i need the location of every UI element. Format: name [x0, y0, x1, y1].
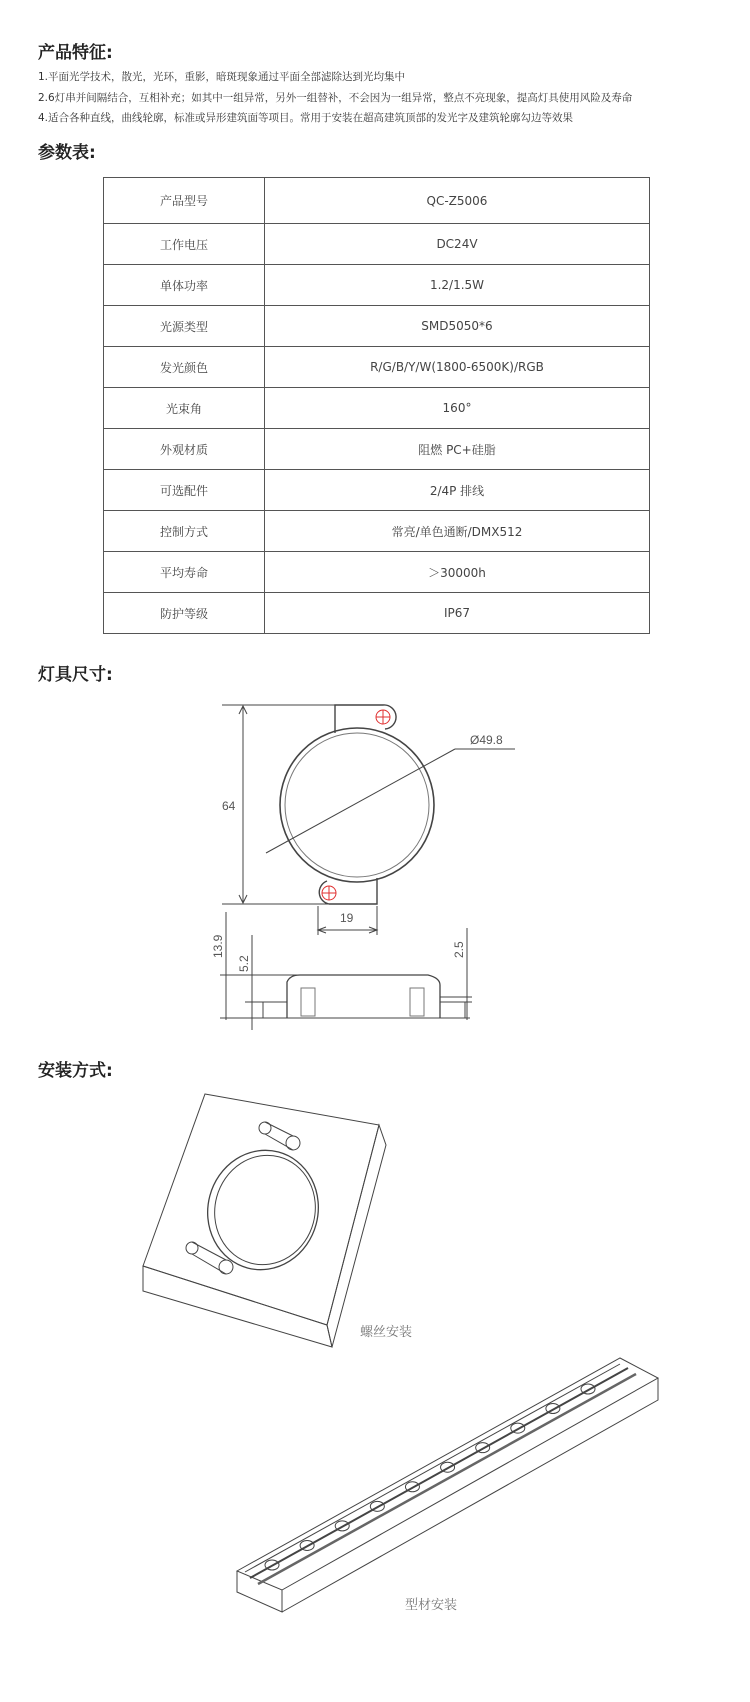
param-value: ＞30000h [265, 552, 650, 593]
param-value: DC24V [265, 224, 650, 265]
dimensions-title: 灯具尺寸: [38, 665, 113, 685]
param-key: 可选配件 [104, 470, 265, 511]
param-key: 单体功率 [104, 265, 265, 306]
feature-line: 1.平面光学技术，散光，光环，重影，暗斑现象通过平面全部滤除达到光均集中 [38, 71, 406, 83]
screw-install-drawing [143, 1094, 386, 1347]
param-key: 外观材质 [104, 429, 265, 470]
profile-install-drawing [237, 1358, 658, 1612]
tab-width-label: 19 [340, 911, 354, 925]
param-value: SMD5050*6 [265, 306, 650, 347]
params-title: 参数表: [38, 143, 96, 163]
param-key: 光源类型 [104, 306, 265, 347]
features-title: 产品特征: [38, 43, 113, 63]
param-value: 阻燃 PC+硅脂 [265, 429, 650, 470]
param-value: 常亮/单色通断/DMX512 [265, 511, 650, 552]
led-lens [581, 1384, 595, 1394]
base-thickness-label: 5.2 [237, 955, 251, 972]
feature-line: 2.6灯串并间隔结合，互相补充；如其中一组异常，另外一组替补，不会因为一组异常，整点不亮现象，提高灯具使用风险及寿命 [38, 92, 633, 104]
param-key: 光束角 [104, 388, 265, 429]
param-value: 160° [265, 388, 650, 429]
param-key: 产品型号 [104, 178, 265, 224]
total-thickness-label: 13.9 [211, 934, 225, 958]
param-key: 工作电压 [104, 224, 265, 265]
param-value: QC-Z5006 [265, 178, 650, 224]
install-title: 安装方式: [38, 1061, 113, 1081]
param-value: 1.2/1.5W [265, 265, 650, 306]
profile-install-label: 型材安装 [405, 1598, 458, 1613]
feature-line: 4.适合各种直线，曲线轮廓，标准或异形建筑面等项目。常用于安装在超高建筑顶部的发光字及建筑轮廓勾边等效果 [38, 112, 574, 124]
param-value: 2/4P 排线 [265, 470, 650, 511]
lens-offset-label: 2.5 [452, 941, 466, 958]
param-key: 发光颜色 [104, 347, 265, 388]
param-value: IP67 [265, 593, 650, 634]
diameter-label: Ø49.8 [470, 733, 503, 747]
param-value: R/G/B/Y/W(1800-6500K)/RGB [265, 347, 650, 388]
screw-install-label: 螺丝安装 [360, 1325, 413, 1340]
param-key: 平均寿命 [104, 552, 265, 593]
param-key: 控制方式 [104, 511, 265, 552]
height-label: 64 [222, 799, 236, 813]
led-lens [546, 1404, 560, 1414]
param-key: 防护等级 [104, 593, 265, 634]
